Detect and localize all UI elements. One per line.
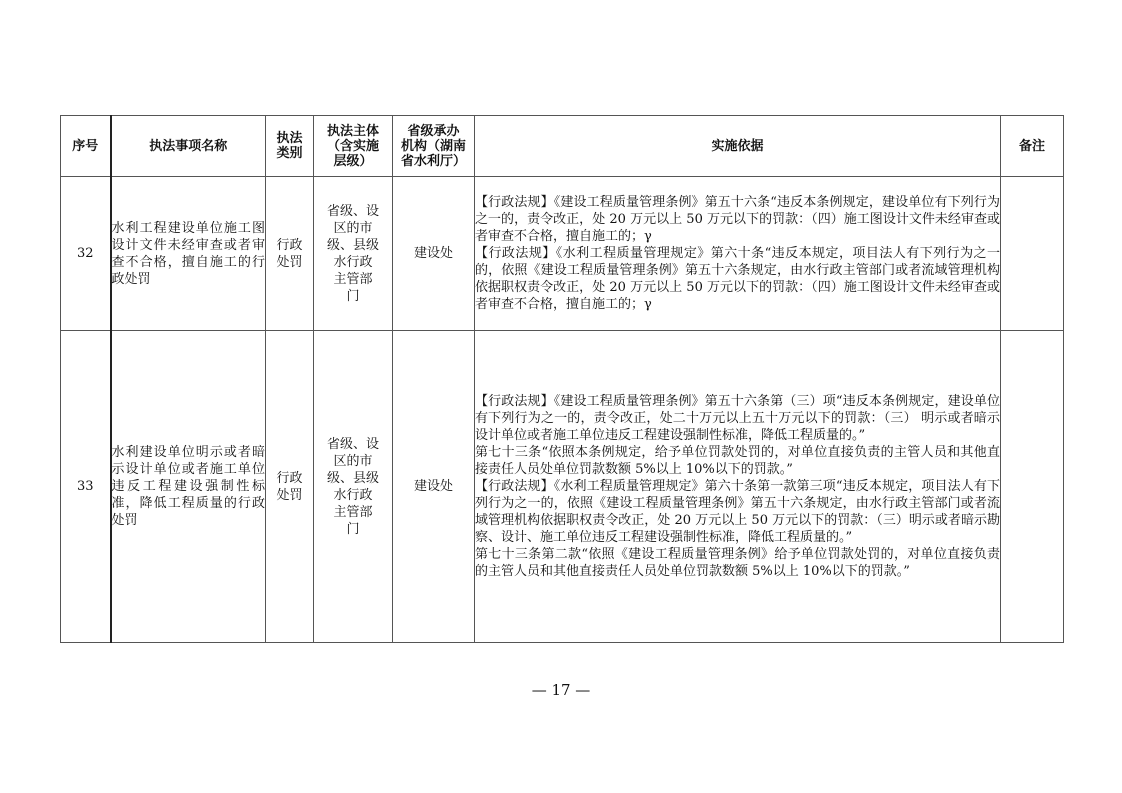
table-row xyxy=(61,331,1064,643)
row-remark xyxy=(1001,177,1064,331)
row-dept: 建设处 xyxy=(393,331,475,643)
row-basis xyxy=(475,331,1001,643)
row-item-name: 水利工程建设单位施工图设计文件未经审查或者审查不合格，擅自施工的行政处罚 xyxy=(111,177,266,331)
basis-paragraph: 第七十三条“依照本条例规定，给予单位罚款处罚的，对单位直接负责的主管人员和其他直接责任人员处单位罚款数额 5%以上 10%以下的罚款。” xyxy=(475,445,1000,477)
header-basis: 实施依据 xyxy=(475,116,1001,177)
basis-paragraph: 【行政法规】《水利工程质量管理规定》第六十条“违反本规定，项目法人有下列行为之一的，依照《建设工程质量管理条例》第五十六条规定，由水行政主管部门或者流域管理机构依据职权责令改正，处 20 万元以上 50 万元以下的罚款：（四）施工图设计文件未经审查或者审查不合格，擅自施工的；γ xyxy=(475,246,1000,312)
page-number: — 17 — xyxy=(531,681,591,699)
basis-paragraph: 第七十三条第二款“依照《建设工程质量管理条例》给予单位罚款处罚的，对单位直接负责的主管人员和其他直接责任人员处单位罚款数额 5%以上 10%以下的罚款。” xyxy=(475,547,1000,579)
header-name: 执法事项名称 xyxy=(111,116,266,177)
row-basis xyxy=(475,177,1001,331)
row-seq: 32 xyxy=(61,177,111,331)
basis-paragraph: 【行政法规】《建设工程质量管理条例》第五十六条“违反本条例规定，建设单位有下列行为之一的，责令改正，处 20 万元以上 50 万元以下的罚款：（四）施工图设计文件未经审查或者审查不合格，擅自施工的；γ xyxy=(475,195,1000,244)
basis-paragraph: 【行政法规】《建设工程质量管理条例》第五十六条第（三）项“违反本条例规定，建设单位有下列行为之一的，责令改正，处二十万元以上五十万元以下的罚款：（三） 明示或者暗示设计单位或者施工单位违反工程建设强制性标准，降低工程质量的。” xyxy=(475,394,1000,443)
header-remark: 备注 xyxy=(1001,116,1064,177)
table-header-row xyxy=(61,116,1064,177)
law-enforcement-table xyxy=(60,115,1064,643)
row-seq: 33 xyxy=(61,331,111,643)
table-row xyxy=(61,177,1064,331)
row-category: 行政 处罚 xyxy=(266,177,314,331)
row-subject: 省级、设 区的市 级、县级 水行政 主管部 门 xyxy=(314,331,393,643)
basis-paragraph: 【行政法规】《水利工程质量管理规定》第六十条第一款第三项“违反本规定，项目法人有下列行为之一的，依照《建设工程质量管理条例》第五十六条规定，由水行政主管部门或者流域管理机构依据职权责令改正，处 20 万元以上 50 万元以下的罚款：（三）明示或者暗示勘察、设计、施工单位违反工程建设强制性标准，降低工程质量的。” xyxy=(475,479,1000,545)
row-item-name: 水利建设单位明示或者暗示设计单位或者施工单位违反工程建设强制性标准，降低工程质量的行政处罚 xyxy=(111,331,266,643)
row-dept: 建设处 xyxy=(393,177,475,331)
header-subject: 执法主体 （含实施 层级） xyxy=(314,116,393,177)
header-seq: 序号 xyxy=(61,116,111,177)
row-remark xyxy=(1001,331,1064,643)
row-category: 行政 处罚 xyxy=(266,331,314,643)
header-dept: 省级承办 机构（湖南 省水利厅） xyxy=(393,116,475,177)
row-subject: 省级、设 区的市 级、县级 水行政 主管部 门 xyxy=(314,177,393,331)
header-category: 执法 类别 xyxy=(266,116,314,177)
